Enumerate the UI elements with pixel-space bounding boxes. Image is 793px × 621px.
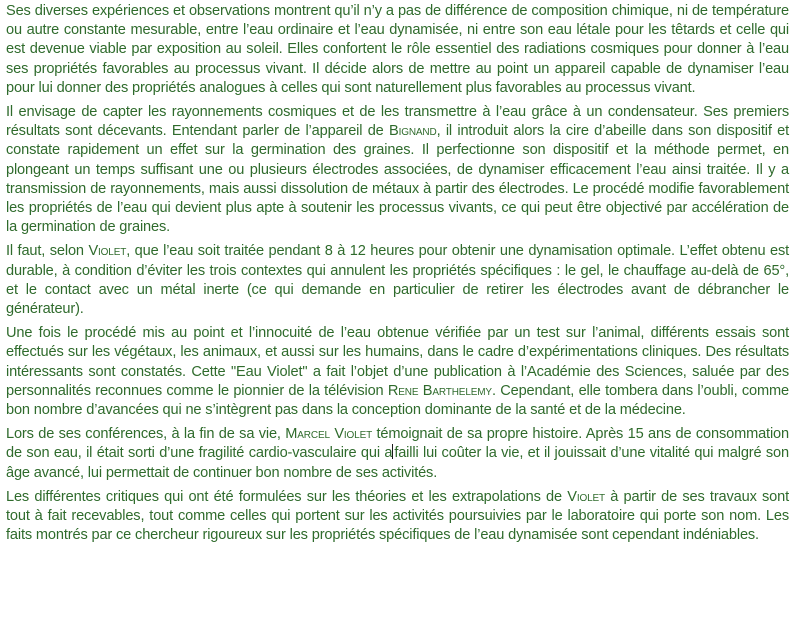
paragraph-essais [6,324,789,420]
paragraph-dynamisation [6,242,789,319]
person-name-violet: Violet [88,243,127,260]
paragraph-text: Lors de ses conférences, à la fin de sa vie, [6,426,286,443]
paragraph-text: Il faut, selon [6,243,89,260]
paragraph-text: , il introduit alors la cire d’abeille dans son dispositif et constate rapidement un effet sur la germination des graines. Il perfectionne son dispositif et la méthode permet, en plongeant un temps suffisant une ou plusieurs électrodes associées, de dynamiser efficacement l’eau ainsi traitée. Il y a transmission de rayonnements, mais aussi dissolution de métaux à partir des électrodes. Le procédé modifie favorablement les propriétés de l’eau qui devient plus apte à soutenir les processus vivants, ce qui peut être objectivé par accélération de la germination de graines. [6,123,789,236]
paragraph-text: Une fois le procédé mis au point et l’innocuité de l’eau obtenue vérifiée par un test sur l’animal, différents essais sont effectués sur les végétaux, les animaux, et aussi sur les humains, dans le cadre d’expérimentations cliniques. Des résultats intéressants sont constatés. Cette "Eau Violet" a fait l’objet d’une publication à l’Académie des Sciences, saluée par des personnalités reconnues comme le pionnier de la télévision [6,325,789,399]
person-name-bignand: Bignand [389,123,437,140]
paragraph-text: à partir de ses travaux sont tout à fait recevables, tout comme celles qui portent sur les activités poursuivies par le laboratoire qui porte son nom. Les faits montrés par ce chercheur rigoureux sur les propriétés spécifiques de l’eau dynamisée sont cependant indéniables. [6,488,789,544]
paragraph-critiques [6,488,789,546]
person-name-violet: Violet [567,488,605,505]
paragraph-experiences: Ses diverses expériences et observations montrent qu’il n’y a pas de différence de composition chimique, ni de température ou autre constante mesurable, entre l’eau ordinaire et l’eau dynamisée, ni entre son eau létale pour les têtards et celle qui est devenue viable par exposition au soleil. Elles confortent le rôle essentiel des radiations cosmiques pour donner à l’eau ses propriétés favorables au processus vivant. Il décide alors de mettre au point un appareil capable de dynamiser l’eau pour lui donner des propriétés analogues à celles qui sont naturellement plus favorables au processus vivant. [6,3,789,96]
paragraph-condensateur [6,103,789,237]
paragraph-conferences [6,425,789,483]
paragraph-text: témoignait de sa propre histoire. Après 15 ans de consommation de son eau, il était sorti d’une fragilité cardio-vasculaire qui a [6,426,789,462]
paragraph-text: failli lui coûter la vie, et il jouissait d’une vitalité qui malgré son âge avancé, lui permettait de continuer bon nombre de ses activités. [6,445,789,481]
paragraph-text: Il envisage de capter les rayonnements cosmiques et de les transmettre à l’eau grâce à un condensateur. Ses premiers résultats sont décevants. Entendant parler de l’appareil de [6,104,789,140]
paragraph-text: . Cependant, elle tombera dans l’oubli, comme bon nombre d’avancées qui ne s’intègrent pas dans la conception dominante de la santé et de la médecine. [6,382,789,419]
person-name-rene-barthelemy: Rene Barthelemy [387,382,492,399]
paragraph-text: Les différentes critiques qui ont été formulées sur les théories et les extrapolations de [6,488,568,505]
person-name-marcel-violet: Marcel Violet [285,426,373,443]
paragraph-text: , que l’eau soit traitée pendant 8 à 12 heures pour obtenir une dynamisation optimale. L’effet obtenu est durable, à condition d’éviter les trois contextes qui annulent les propriétés spécifiques : le gel, le chauffage au-delà de 65°, et le contact avec un métal inerte (ce qui demande en particulier de retirer les électrodes avant de débrancher le générateur). [6,243,790,318]
